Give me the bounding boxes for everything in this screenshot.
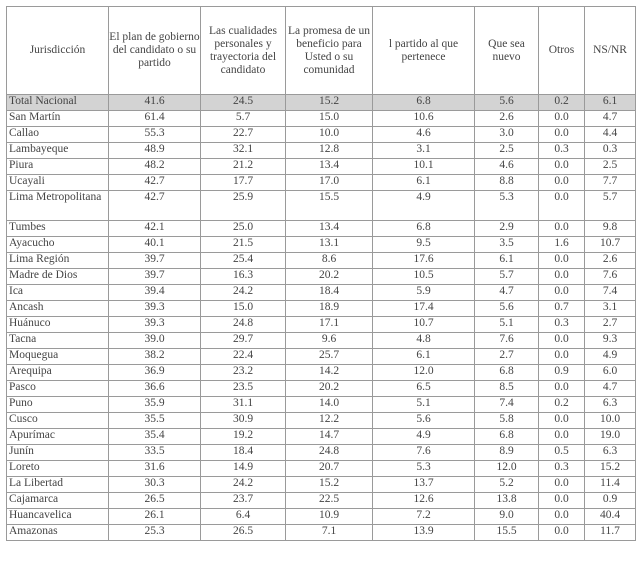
cell-nuevo: 8.8 (475, 175, 539, 191)
cell-cualidades: 22.7 (201, 127, 286, 143)
cell-nsnr: 7.7 (585, 175, 636, 191)
table-row (7, 111, 636, 127)
cell-otros: 0.0 (539, 191, 585, 221)
header-nuevo: Que sea nuevo (475, 7, 539, 95)
table-header (7, 7, 636, 95)
cell-jurisdiccion: Tumbes (7, 221, 109, 237)
cell-promesa: 20.2 (286, 269, 373, 285)
cell-jurisdiccion: Arequipa (7, 365, 109, 381)
table-row (7, 143, 636, 159)
cell-nuevo: 9.0 (475, 509, 539, 525)
cell-nsnr: 19.0 (585, 429, 636, 445)
cell-cualidades: 32.1 (201, 143, 286, 159)
cell-cualidades: 29.7 (201, 333, 286, 349)
table-row (7, 221, 636, 237)
cell-nsnr: 9.3 (585, 333, 636, 349)
cell-cualidades: 6.4 (201, 509, 286, 525)
cell-jurisdiccion: Apurímac (7, 429, 109, 445)
cell-jurisdiccion: Lima Metropolitana (7, 191, 109, 221)
cell-cualidades: 17.7 (201, 175, 286, 191)
cell-promesa: 10.9 (286, 509, 373, 525)
cell-promesa: 20.7 (286, 461, 373, 477)
cell-nuevo: 5.3 (475, 191, 539, 221)
cell-jurisdiccion: Lima Región (7, 253, 109, 269)
header-plan-gobierno: El plan de gobierno del candidato o su partido (109, 7, 201, 95)
cell-otros: 0.3 (539, 143, 585, 159)
table-row (7, 127, 636, 143)
cell-cualidades: 22.4 (201, 349, 286, 365)
cell-nuevo: 5.2 (475, 477, 539, 493)
cell-cualidades: 25.0 (201, 221, 286, 237)
cell-nuevo: 2.7 (475, 349, 539, 365)
cell-nsnr: 3.1 (585, 301, 636, 317)
cell-jurisdiccion: Piura (7, 159, 109, 175)
cell-partido: 6.1 (373, 175, 475, 191)
cell-nsnr: 6.3 (585, 397, 636, 413)
cell-otros: 0.0 (539, 285, 585, 301)
table-row (7, 175, 636, 191)
cell-nuevo: 7.6 (475, 333, 539, 349)
table-row (7, 509, 636, 525)
cell-promesa: 15.0 (286, 111, 373, 127)
cell-nuevo: 5.6 (475, 301, 539, 317)
cell-promesa: 15.2 (286, 477, 373, 493)
cell-otros: 0.7 (539, 301, 585, 317)
cell-promesa: 18.9 (286, 301, 373, 317)
cell-jurisdiccion: Ucayali (7, 175, 109, 191)
cell-partido: 13.9 (373, 525, 475, 541)
cell-plan-gobierno: 25.3 (109, 525, 201, 541)
cell-plan-gobierno: 48.2 (109, 159, 201, 175)
cell-nuevo: 13.8 (475, 493, 539, 509)
cell-plan-gobierno: 42.7 (109, 191, 201, 221)
cell-promesa: 25.7 (286, 349, 373, 365)
cell-cualidades: 23.7 (201, 493, 286, 509)
cell-nuevo: 4.6 (475, 159, 539, 175)
cell-plan-gobierno: 48.9 (109, 143, 201, 159)
cell-jurisdiccion: Ayacucho (7, 237, 109, 253)
table-body (7, 95, 636, 541)
cell-otros: 0.0 (539, 525, 585, 541)
table-row (7, 525, 636, 541)
cell-promesa: 7.1 (286, 525, 373, 541)
survey-results-table (6, 6, 636, 541)
cell-plan-gobierno: 39.4 (109, 285, 201, 301)
cell-nsnr: 6.0 (585, 365, 636, 381)
cell-jurisdiccion: Cusco (7, 413, 109, 429)
cell-partido: 5.1 (373, 397, 475, 413)
table-row (7, 349, 636, 365)
cell-partido: 17.4 (373, 301, 475, 317)
cell-nsnr: 0.3 (585, 143, 636, 159)
cell-partido: 4.6 (373, 127, 475, 143)
cell-plan-gobierno: 30.3 (109, 477, 201, 493)
cell-cualidades: 26.5 (201, 525, 286, 541)
header-row (7, 7, 636, 95)
cell-nsnr: 4.9 (585, 349, 636, 365)
cell-cualidades: 24.8 (201, 317, 286, 333)
header-jurisdiccion: Jurisdicción (7, 7, 109, 95)
cell-otros: 0.3 (539, 317, 585, 333)
cell-promesa: 20.2 (286, 381, 373, 397)
cell-nuevo: 15.5 (475, 525, 539, 541)
cell-plan-gobierno: 55.3 (109, 127, 201, 143)
cell-otros: 0.2 (539, 95, 585, 111)
table-row (7, 317, 636, 333)
cell-nuevo: 3.0 (475, 127, 539, 143)
cell-promesa: 24.8 (286, 445, 373, 461)
cell-cualidades: 16.3 (201, 269, 286, 285)
cell-nuevo: 5.8 (475, 413, 539, 429)
cell-partido: 6.5 (373, 381, 475, 397)
cell-jurisdiccion: Puno (7, 397, 109, 413)
cell-jurisdiccion: Callao (7, 127, 109, 143)
cell-cualidades: 15.0 (201, 301, 286, 317)
cell-plan-gobierno: 26.5 (109, 493, 201, 509)
cell-partido: 10.6 (373, 111, 475, 127)
cell-cualidades: 19.2 (201, 429, 286, 445)
cell-partido: 10.7 (373, 317, 475, 333)
table-row (7, 237, 636, 253)
cell-nsnr: 4.7 (585, 111, 636, 127)
cell-partido: 6.1 (373, 349, 475, 365)
cell-cualidades: 23.2 (201, 365, 286, 381)
table-row (7, 269, 636, 285)
cell-partido: 7.2 (373, 509, 475, 525)
cell-otros: 0.0 (539, 175, 585, 191)
cell-partido: 4.8 (373, 333, 475, 349)
cell-partido: 13.7 (373, 477, 475, 493)
cell-nuevo: 5.6 (475, 95, 539, 111)
table-row (7, 159, 636, 175)
table-row (7, 253, 636, 269)
cell-jurisdiccion: La Libertad (7, 477, 109, 493)
cell-otros: 0.0 (539, 477, 585, 493)
cell-nuevo: 8.9 (475, 445, 539, 461)
cell-promesa: 14.0 (286, 397, 373, 413)
cell-promesa: 14.2 (286, 365, 373, 381)
cell-otros: 0.0 (539, 269, 585, 285)
cell-nsnr: 10.7 (585, 237, 636, 253)
cell-otros: 0.0 (539, 159, 585, 175)
cell-cualidades: 21.2 (201, 159, 286, 175)
cell-nuevo: 12.0 (475, 461, 539, 477)
cell-cualidades: 30.9 (201, 413, 286, 429)
cell-jurisdiccion: Moquegua (7, 349, 109, 365)
cell-promesa: 10.0 (286, 127, 373, 143)
cell-nsnr: 9.8 (585, 221, 636, 237)
cell-plan-gobierno: 39.7 (109, 253, 201, 269)
cell-nuevo: 2.9 (475, 221, 539, 237)
cell-cualidades: 31.1 (201, 397, 286, 413)
cell-otros: 0.3 (539, 461, 585, 477)
cell-partido: 9.5 (373, 237, 475, 253)
cell-jurisdiccion: Huánuco (7, 317, 109, 333)
table-row (7, 429, 636, 445)
cell-plan-gobierno: 42.7 (109, 175, 201, 191)
cell-nsnr: 2.7 (585, 317, 636, 333)
cell-partido: 10.1 (373, 159, 475, 175)
cell-plan-gobierno: 39.7 (109, 269, 201, 285)
table-row (7, 285, 636, 301)
cell-nuevo: 8.5 (475, 381, 539, 397)
cell-cualidades: 24.5 (201, 95, 286, 111)
cell-partido: 12.6 (373, 493, 475, 509)
cell-nsnr: 4.4 (585, 127, 636, 143)
header-promesa: La promesa de un beneficio para Usted o su comunidad (286, 7, 373, 95)
cell-nsnr: 15.2 (585, 461, 636, 477)
cell-cualidades: 25.9 (201, 191, 286, 221)
table-row-total (7, 95, 636, 111)
cell-otros: 0.0 (539, 221, 585, 237)
cell-cualidades: 14.9 (201, 461, 286, 477)
header-nsnr: NS/NR (585, 7, 636, 95)
cell-otros: 0.0 (539, 509, 585, 525)
cell-nsnr: 11.4 (585, 477, 636, 493)
cell-cualidades: 5.7 (201, 111, 286, 127)
cell-otros: 0.0 (539, 111, 585, 127)
cell-cualidades: 24.2 (201, 285, 286, 301)
cell-promesa: 13.4 (286, 159, 373, 175)
table-row (7, 413, 636, 429)
table-row (7, 445, 636, 461)
cell-partido: 6.8 (373, 95, 475, 111)
cell-nsnr: 7.4 (585, 285, 636, 301)
cell-plan-gobierno: 38.2 (109, 349, 201, 365)
cell-cualidades: 25.4 (201, 253, 286, 269)
cell-nsnr: 11.7 (585, 525, 636, 541)
cell-cualidades: 23.5 (201, 381, 286, 397)
cell-plan-gobierno: 36.6 (109, 381, 201, 397)
cell-partido: 6.8 (373, 221, 475, 237)
cell-nuevo: 5.7 (475, 269, 539, 285)
cell-promesa: 13.4 (286, 221, 373, 237)
cell-jurisdiccion: Pasco (7, 381, 109, 397)
table-row (7, 461, 636, 477)
cell-nuevo: 2.6 (475, 111, 539, 127)
cell-jurisdiccion: Madre de Dios (7, 269, 109, 285)
cell-partido: 10.5 (373, 269, 475, 285)
cell-cualidades: 18.4 (201, 445, 286, 461)
cell-partido: 12.0 (373, 365, 475, 381)
cell-promesa: 14.7 (286, 429, 373, 445)
cell-promesa: 15.5 (286, 191, 373, 221)
cell-promesa: 13.1 (286, 237, 373, 253)
header-partido: l partido al que pertenece (373, 7, 475, 95)
cell-nsnr: 2.6 (585, 253, 636, 269)
cell-nuevo: 2.5 (475, 143, 539, 159)
cell-promesa: 8.6 (286, 253, 373, 269)
cell-otros: 1.6 (539, 237, 585, 253)
cell-partido: 17.6 (373, 253, 475, 269)
cell-jurisdiccion: Tacna (7, 333, 109, 349)
survey-table-container (6, 6, 635, 541)
cell-otros: 0.0 (539, 253, 585, 269)
cell-jurisdiccion: Cajamarca (7, 493, 109, 509)
table-row (7, 191, 636, 221)
cell-plan-gobierno: 39.0 (109, 333, 201, 349)
cell-partido: 5.3 (373, 461, 475, 477)
cell-otros: 0.0 (539, 333, 585, 349)
cell-plan-gobierno: 33.5 (109, 445, 201, 461)
cell-plan-gobierno: 36.9 (109, 365, 201, 381)
cell-nsnr: 6.1 (585, 95, 636, 111)
cell-promesa: 17.1 (286, 317, 373, 333)
table-row (7, 493, 636, 509)
cell-plan-gobierno: 41.6 (109, 95, 201, 111)
cell-plan-gobierno: 40.1 (109, 237, 201, 253)
cell-nsnr: 6.3 (585, 445, 636, 461)
cell-jurisdiccion: Huancavelica (7, 509, 109, 525)
cell-partido: 7.6 (373, 445, 475, 461)
cell-jurisdiccion: Loreto (7, 461, 109, 477)
cell-nuevo: 4.7 (475, 285, 539, 301)
cell-nsnr: 4.7 (585, 381, 636, 397)
cell-otros: 0.0 (539, 413, 585, 429)
cell-nuevo: 6.8 (475, 429, 539, 445)
cell-plan-gobierno: 35.4 (109, 429, 201, 445)
cell-nuevo: 6.1 (475, 253, 539, 269)
cell-cualidades: 21.5 (201, 237, 286, 253)
cell-otros: 0.0 (539, 349, 585, 365)
table-row (7, 301, 636, 317)
table-row (7, 365, 636, 381)
cell-jurisdiccion: Junín (7, 445, 109, 461)
cell-plan-gobierno: 39.3 (109, 301, 201, 317)
table-row (7, 397, 636, 413)
cell-plan-gobierno: 31.6 (109, 461, 201, 477)
cell-partido: 5.9 (373, 285, 475, 301)
cell-plan-gobierno: 35.5 (109, 413, 201, 429)
cell-nsnr: 10.0 (585, 413, 636, 429)
cell-promesa: 17.0 (286, 175, 373, 191)
cell-nsnr: 0.9 (585, 493, 636, 509)
cell-nuevo: 3.5 (475, 237, 539, 253)
cell-otros: 0.0 (539, 429, 585, 445)
cell-plan-gobierno: 35.9 (109, 397, 201, 413)
cell-partido: 5.6 (373, 413, 475, 429)
cell-nsnr: 5.7 (585, 191, 636, 221)
header-otros: Otros (539, 7, 585, 95)
cell-promesa: 9.6 (286, 333, 373, 349)
cell-plan-gobierno: 39.3 (109, 317, 201, 333)
header-cualidades: Las cualidades personales y trayectoria del candidato (201, 7, 286, 95)
cell-jurisdiccion: Ancash (7, 301, 109, 317)
cell-otros: 0.2 (539, 397, 585, 413)
table-row (7, 477, 636, 493)
cell-jurisdiccion: Total Nacional (7, 95, 109, 111)
cell-nuevo: 6.8 (475, 365, 539, 381)
cell-partido: 3.1 (373, 143, 475, 159)
table-row (7, 333, 636, 349)
cell-jurisdiccion: Lambayeque (7, 143, 109, 159)
cell-nsnr: 2.5 (585, 159, 636, 175)
cell-jurisdiccion: Ica (7, 285, 109, 301)
cell-nuevo: 7.4 (475, 397, 539, 413)
cell-plan-gobierno: 26.1 (109, 509, 201, 525)
cell-promesa: 18.4 (286, 285, 373, 301)
cell-partido: 4.9 (373, 429, 475, 445)
cell-promesa: 22.5 (286, 493, 373, 509)
table-row (7, 381, 636, 397)
cell-otros: 0.0 (539, 493, 585, 509)
cell-otros: 0.0 (539, 127, 585, 143)
cell-promesa: 12.2 (286, 413, 373, 429)
cell-promesa: 15.2 (286, 95, 373, 111)
cell-otros: 0.9 (539, 365, 585, 381)
cell-jurisdiccion: Amazonas (7, 525, 109, 541)
cell-nsnr: 7.6 (585, 269, 636, 285)
cell-partido: 4.9 (373, 191, 475, 221)
cell-nuevo: 5.1 (475, 317, 539, 333)
cell-otros: 0.0 (539, 381, 585, 397)
cell-plan-gobierno: 42.1 (109, 221, 201, 237)
cell-cualidades: 24.2 (201, 477, 286, 493)
cell-jurisdiccion: San Martín (7, 111, 109, 127)
cell-plan-gobierno: 61.4 (109, 111, 201, 127)
cell-nsnr: 40.4 (585, 509, 636, 525)
cell-otros: 0.5 (539, 445, 585, 461)
cell-promesa: 12.8 (286, 143, 373, 159)
